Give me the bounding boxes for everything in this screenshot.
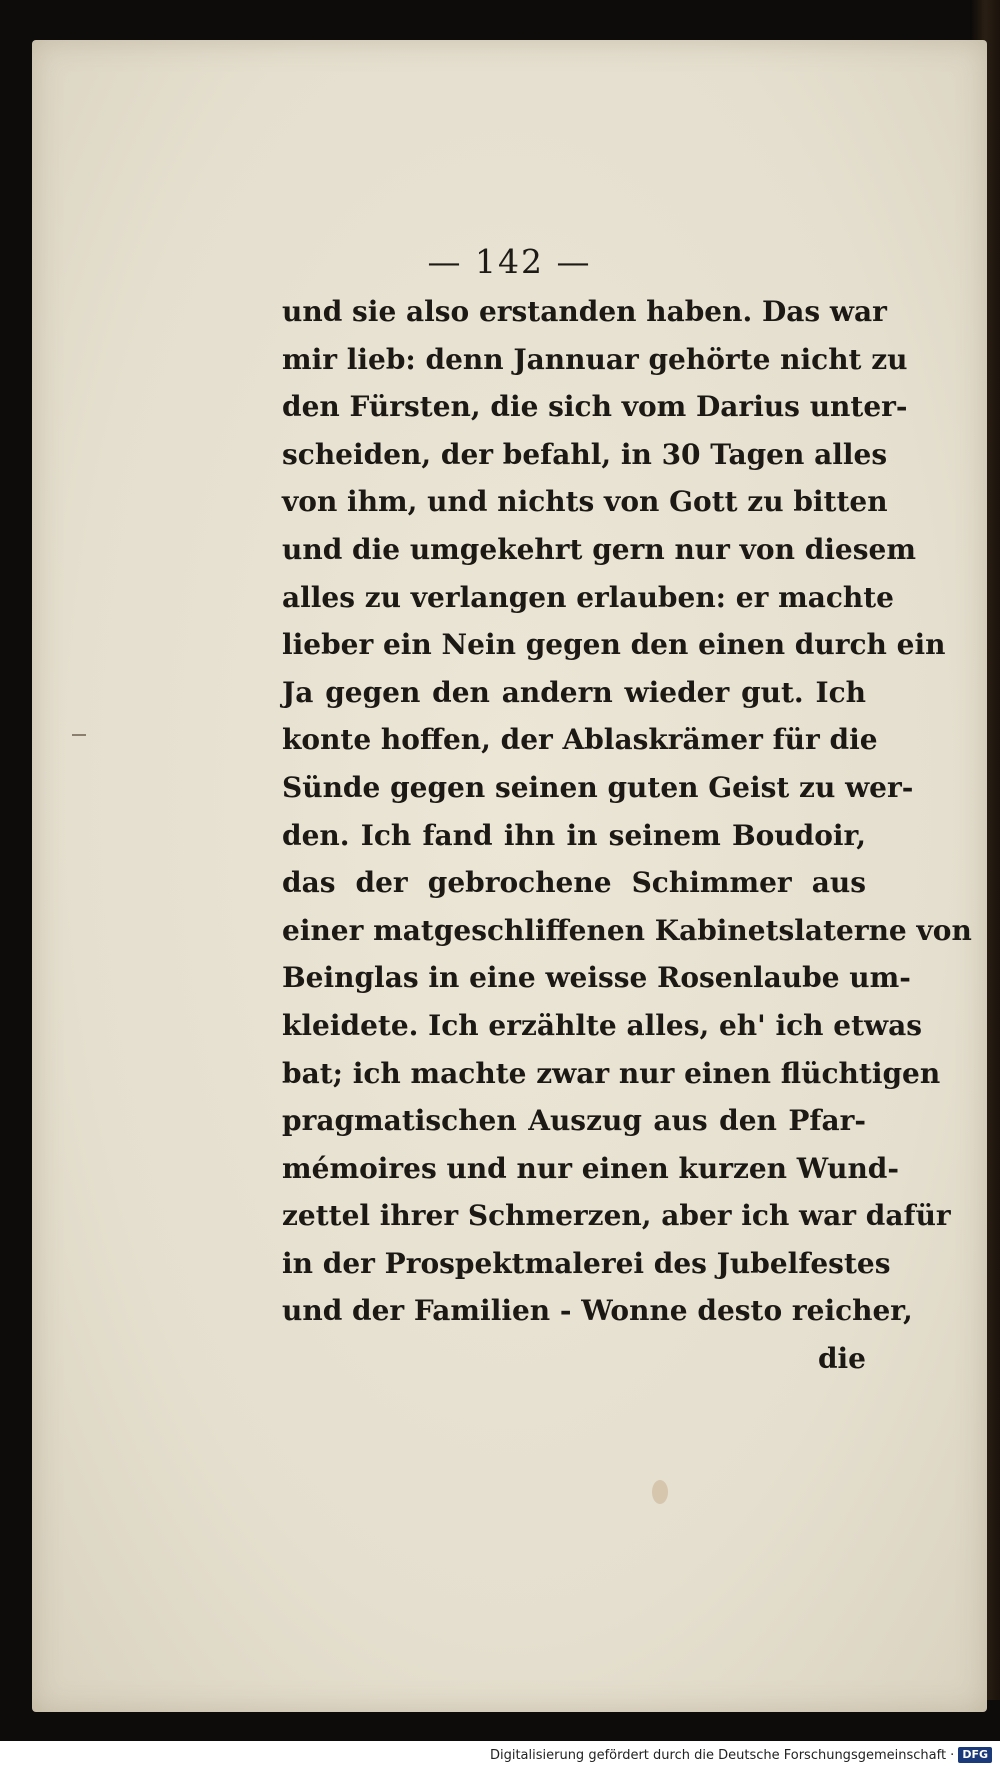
text-line: kleidete. Ich erzählte alles, eh' ich etwas bbox=[282, 1008, 923, 1042]
dfg-logo: DFG bbox=[958, 1747, 992, 1763]
text-line: Sünde gegen seinen guten Geist zu wer- bbox=[282, 770, 914, 804]
text-line: Ja gegen den andern wieder gut. Ich bbox=[282, 675, 866, 709]
text-line: mir lieb: denn Jannuar gehörte nicht zu bbox=[282, 342, 908, 376]
page-number-header: — 142 — bbox=[427, 242, 592, 281]
text-line: das der gebrochene Schimmer aus bbox=[282, 866, 866, 900]
margin-mark bbox=[72, 734, 86, 736]
text-line: Beinglas in eine weisse Rosenlaube um- bbox=[282, 961, 911, 995]
text-line: den. Ich fand ihn in seinem Boudoir, bbox=[282, 818, 866, 852]
text-line: konte hoffen, der Ablaskrämer für die bbox=[282, 723, 878, 757]
text-line: mémoires und nur einen kurzen Wund- bbox=[282, 1151, 899, 1185]
page-text bbox=[282, 288, 972, 1383]
text-line: pragmatischen Auszug aus den Pfar- bbox=[282, 1104, 866, 1138]
book-page bbox=[32, 40, 987, 1712]
text-line: lieber ein Nein gegen den einen durch ein bbox=[282, 628, 946, 662]
paper-stain bbox=[652, 1480, 668, 1504]
text-line: in der Prospektmalerei des Jubelfestes bbox=[282, 1246, 891, 1280]
text-line: bat; ich machte zwar nur einen flüchtigen bbox=[282, 1056, 941, 1090]
text-line: und die umgekehrt gern nur von diesem bbox=[282, 532, 916, 566]
text-line: von ihm, und nichts von Gott zu bitten bbox=[282, 485, 888, 519]
catchword: die bbox=[817, 1342, 866, 1376]
footer-bar bbox=[0, 1741, 1000, 1769]
text-line: und sie also erstanden haben. Das war bbox=[282, 295, 887, 328]
text-line: alles zu verlangen erlauben: er machte bbox=[282, 580, 894, 614]
footer-credit: Digitalisierung gefördert durch die Deutsche Forschungsgemeinschaft · bbox=[489, 1747, 955, 1763]
text-line: einer matgeschliffenen Kabinetslaterne von bbox=[282, 913, 972, 947]
text-line: den Fürsten, die sich vom Darius unter- bbox=[282, 390, 908, 424]
text-line: zettel ihrer Schmerzen, aber ich war dafür bbox=[282, 1199, 951, 1233]
text-line: scheiden, der befahl, in 30 Tagen alles bbox=[282, 437, 888, 471]
text-line: und der Familien - Wonne desto reicher, bbox=[282, 1294, 913, 1328]
